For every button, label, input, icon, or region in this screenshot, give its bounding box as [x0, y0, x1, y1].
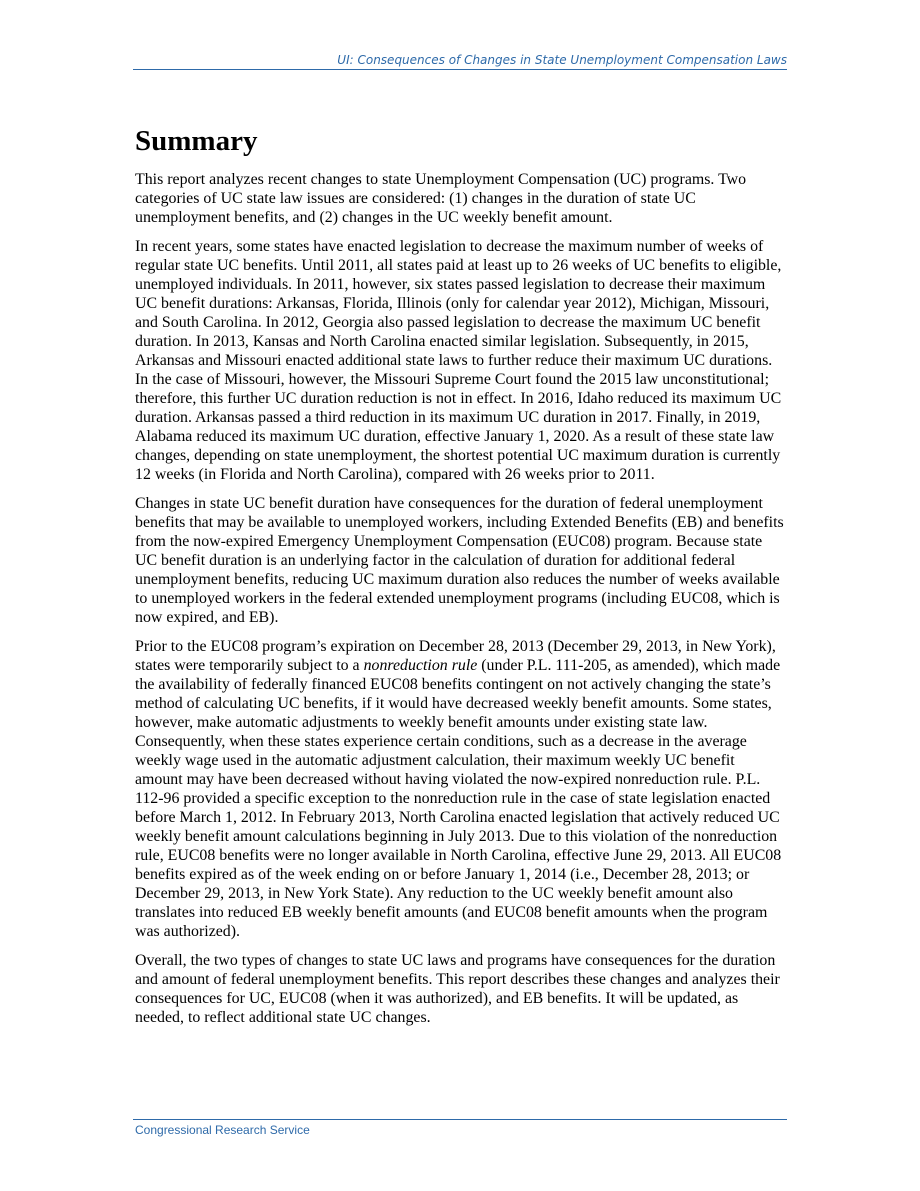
summary-paragraph-5: Overall, the two types of changes to state UC laws and programs have consequences for the duration and amount of federal unemployment benefits. This report describes these changes and analyzes their consequences for UC, EUC08 (when it was authorized), and EB benefits. It will be updated, as needed, to reflect additional state UC changes. [135, 952, 780, 1026]
paragraph-4-text-end: (under P.L. 111-205, as amended), which made the availability of federally financed EUC08 benefits contingent on not actively changing the state’s method of calculating UC benefits, if it would have decreased weekly benefit amounts. Some states, however, make automatic adjustments to weekly benefit amounts under existing state law. Consequently, when these states experience certain conditions, such as a decrease in the average weekly wage used in the automatic adjustment calculation, their maximum weekly UC benefit amount may have been decreased without having violated the now-expired nonreduction rule. P.L. 112-96 provided a specific exception to the nonreduction rule in the case of state legislation enacted before March 1, 2012. In February 2013, North Carolina enacted legislation that actively reduced UC weekly benefit amount calculations beginning in July 2013. Due to this violation of the nonreduction rule, EUC08 benefits were no longer available in North Carolina, effective June 29, 2013. All EUC08 benefits expired as of the week ending on or before January 1, 2014 (i.e., December 28, 2013; or December 29, 2013, in New York State). Any reduction to the UC weekly benefit amount also translates into reduced EB weekly benefit amounts (and EUC08 benefit amounts when the program was authorized). [135, 657, 782, 940]
page-title: Summary [135, 125, 258, 157]
summary-section [135, 122, 785, 1037]
summary-paragraph-3: Changes in state UC benefit duration have consequences for the duration of federal unemployment benefits that may be available to unemployed workers, including Extended Benefits (EB) and benefits from the now-expired Emergency Unemployment Compensation (EUC08) program. Because state UC benefit duration is an underlying factor in the calculation of duration for additional federal unemployment benefits, reducing UC maximum duration also reduces the number of weeks available to unemployed workers in the federal extended unemployment programs (including EUC08, which is now expired, and EB). [135, 495, 784, 626]
summary-paragraph-1: This report analyzes recent changes to state Unemployment Compensation (UC) programs. Two categories of UC state law issues are considered: (1) changes in the duration of state UC unemployment benefits, and (2) changes in the UC weekly benefit amount. [135, 171, 747, 226]
paragraph-4-text-start: Prior to the EUC08 program’s expiration on December 28, 2013 (December 29, 2013, in New York), states were temporarily subject to a [135, 638, 776, 674]
footer-organization: Congressional Research Service [135, 1123, 310, 1137]
summary-paragraph-4 [135, 637, 785, 941]
footer-divider [133, 1119, 787, 1120]
nonreduction-rule-term: nonreduction rule [363, 657, 478, 674]
header-divider [133, 69, 787, 70]
summary-paragraph-2: In recent years, some states have enacted legislation to decrease the maximum number of weeks of regular state UC benefits. Until 2011, all states paid at least up to 26 weeks of UC benefits to eligible, unemployed individuals. In 2011, however, six states passed legislation to decrease their maximum UC benefit durations: Arkansas, Florida, Illinois (only for calendar year 2012), Michigan, Missouri, and South Carolina. In 2012, Georgia also passed legislation to decrease the maximum UC benefit duration. In 2013, Kansas and North Carolina enacted similar legislation. Subsequently, in 2015, Arkansas and Missouri enacted additional state laws to further reduce their maximum UC durations. In the case of Missouri, however, the Missouri Supreme Court found the 2015 law unconstitutional; therefore, this further UC duration reduction is not in effect. In 2016, Idaho reduced its maximum UC duration. Arkansas passed a third reduction in its maximum UC duration in 2017. Finally, in 2019, Alabama reduced its maximum UC duration, effective January 1, 2020. As a result of these state law changes, depending on state unemployment, the shortest potential UC maximum duration is currently 12 weeks (in Florida and North Carolina), compared with 26 weeks prior to 2011. [135, 238, 782, 483]
running-header: UI: Consequences of Changes in State Unemployment Compensation Laws [337, 53, 787, 67]
